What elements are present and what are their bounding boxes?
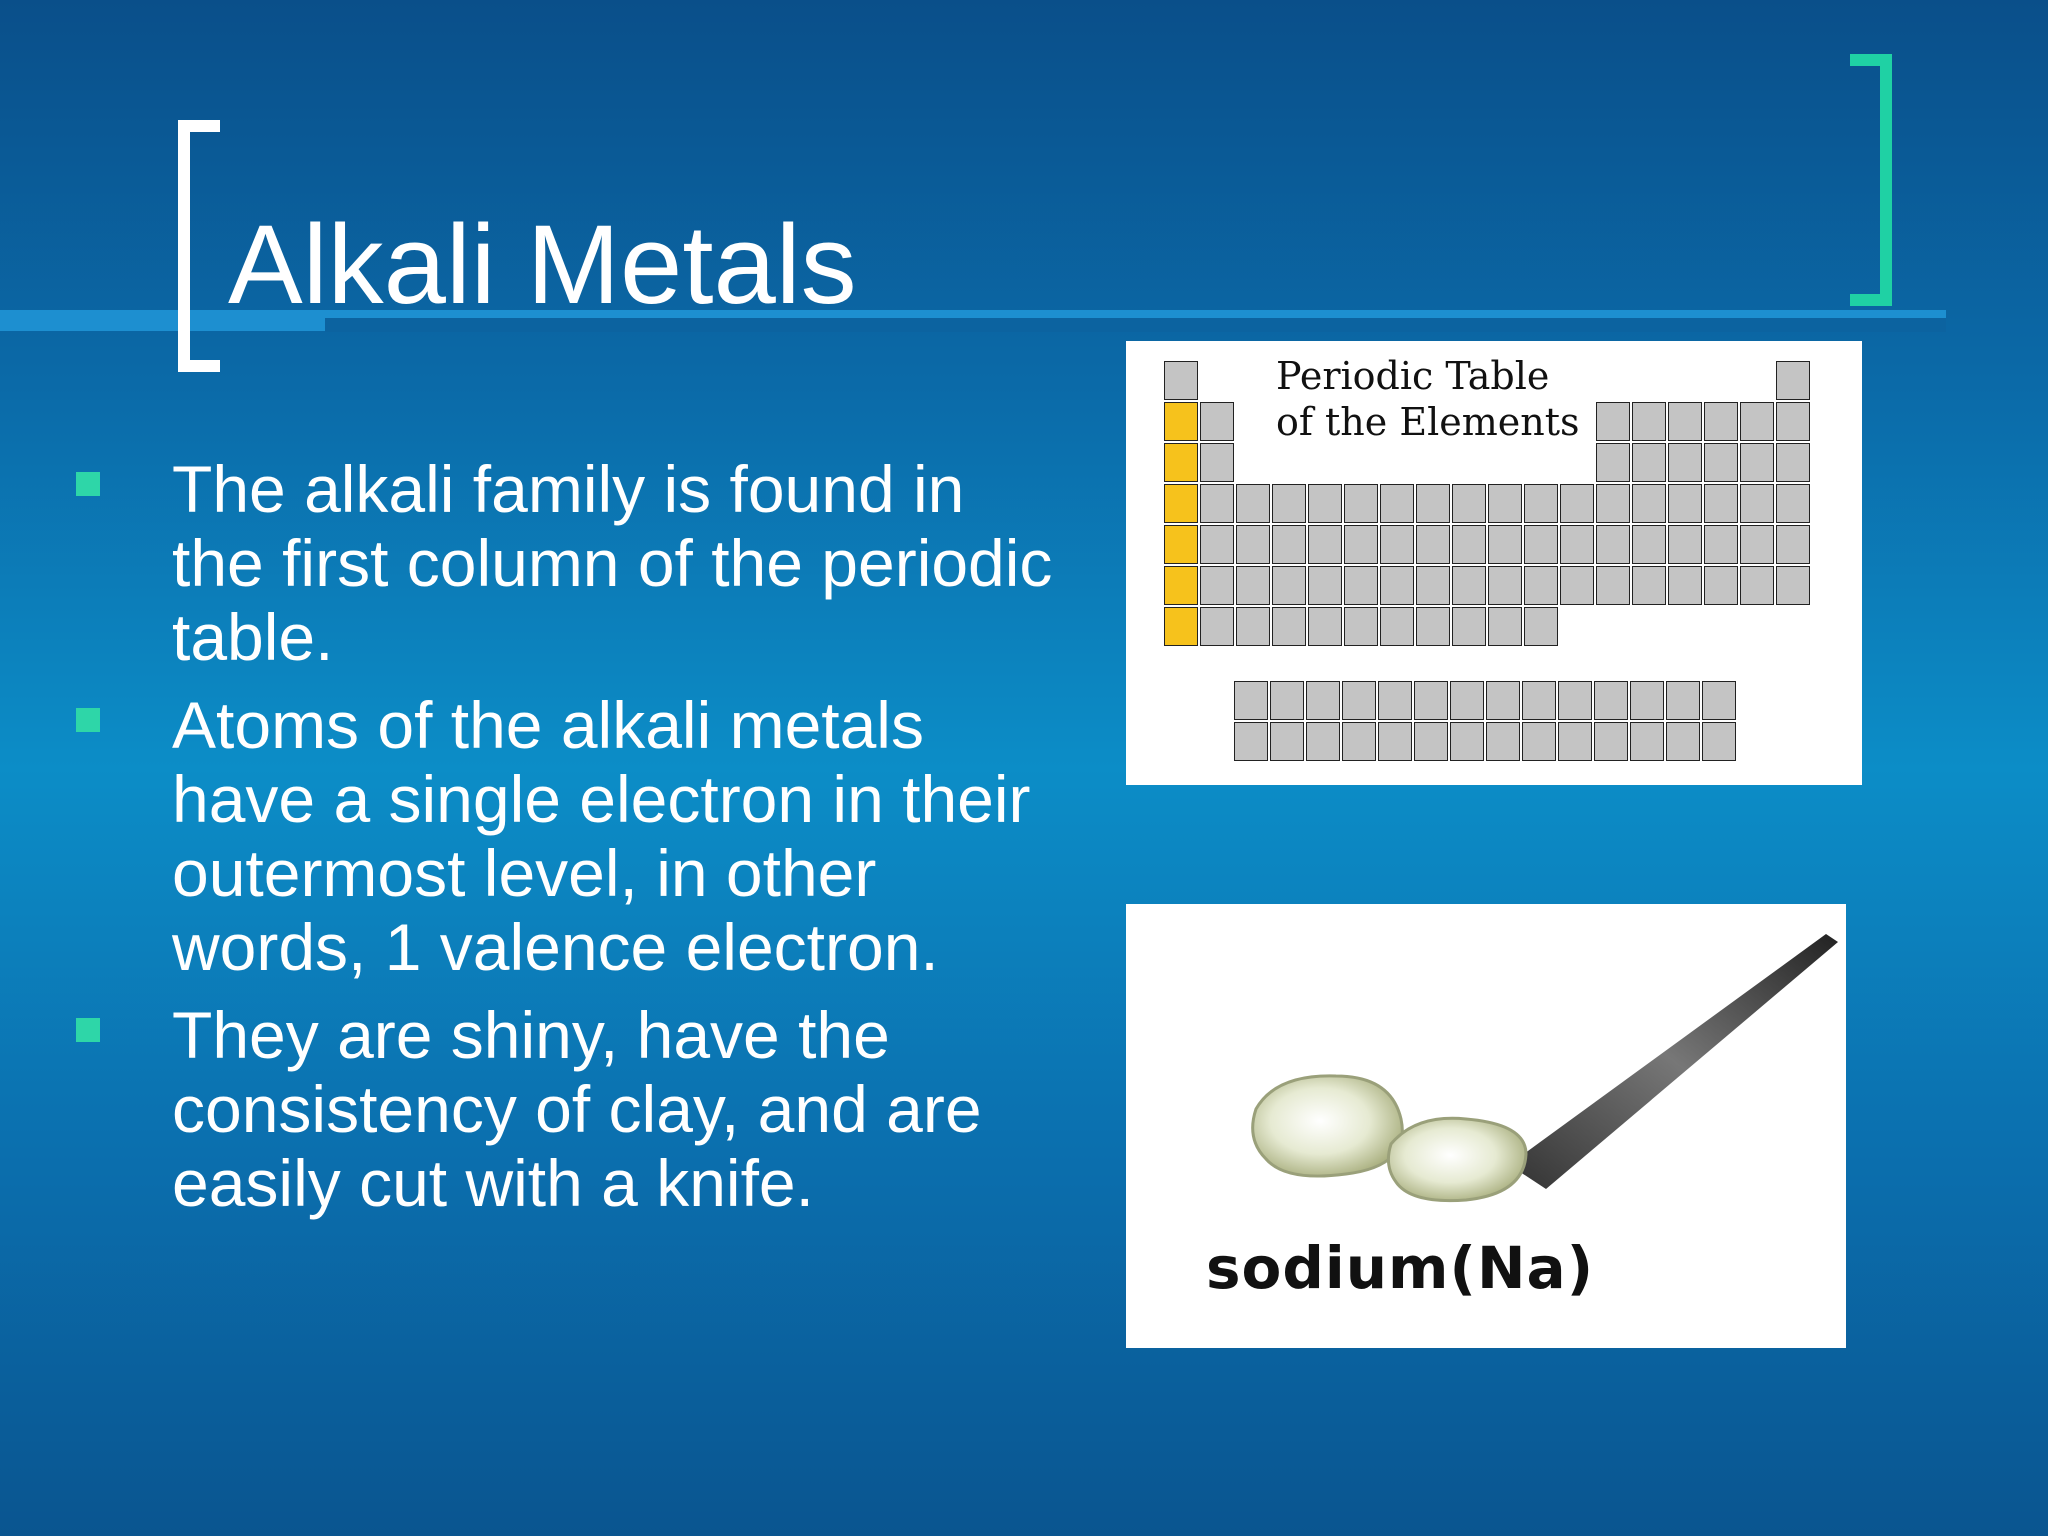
sodium-label: sodium(Na) [1206,1234,1595,1302]
element-cell [1488,566,1522,605]
element-cell [1200,443,1234,482]
element-cell [1344,566,1378,605]
element-cell [1306,681,1340,720]
bullet-text: The alkali family is found in the first column of the periodic table. [172,452,1053,674]
element-cell [1200,607,1234,646]
element-cell [1704,443,1738,482]
element-cell [1704,484,1738,523]
element-cell [1414,722,1448,761]
element-cell [1272,484,1306,523]
element-cell [1740,402,1774,441]
element-cell [1740,443,1774,482]
element-cell [1632,525,1666,564]
bullet-item [72,998,1072,1220]
element-cell [1380,607,1414,646]
element-cell [1524,525,1558,564]
element-cell [1704,402,1738,441]
element-cell [1702,681,1736,720]
element-cell [1416,607,1450,646]
element-cell [1632,443,1666,482]
element-cell [1666,681,1700,720]
element-cell [1270,681,1304,720]
element-cell [1344,525,1378,564]
element-cell [1380,566,1414,605]
element-cell [1270,722,1304,761]
element-cell [1236,607,1270,646]
element-cell [1740,525,1774,564]
element-cell [1272,566,1306,605]
square-bullet-icon [76,708,100,732]
element-cell [1488,607,1522,646]
periodic-table-title-line1: Periodic Table [1276,354,1550,398]
element-cell [1776,566,1810,605]
element-cell [1200,566,1234,605]
alkali-cell [1164,566,1198,605]
element-cell [1668,443,1702,482]
element-cell [1740,566,1774,605]
bullet-item [72,452,1072,674]
square-bullet-icon [76,1018,100,1042]
element-cell [1234,722,1268,761]
element-cell [1200,484,1234,523]
element-cell [1380,525,1414,564]
element-cell [1704,525,1738,564]
periodic-table-image [1126,341,1862,785]
alkali-cell [1164,484,1198,523]
element-cell [1666,722,1700,761]
element-cell [1306,722,1340,761]
bullet-text: Atoms of the alkali metals have a single electron in their outermost level, in other words, 1 valence electron. [172,688,1031,984]
sodium-image [1126,904,1846,1348]
element-cell [1486,681,1520,720]
slide-title: Alkali Metals [228,202,857,327]
element-cell [1308,607,1342,646]
bullet-list [72,452,1072,1234]
element-cell [1560,484,1594,523]
element-cell [1524,484,1558,523]
element-cell [1704,566,1738,605]
alkali-cell [1164,525,1198,564]
element-cell [1414,681,1448,720]
right-bracket-decoration [1850,54,1892,306]
element-cell [1524,607,1558,646]
element-cell [1632,484,1666,523]
element-cell [1740,484,1774,523]
element-cell [1486,722,1520,761]
element-cell [1308,525,1342,564]
element-cell [1560,566,1594,605]
element-cell [1452,525,1486,564]
alkali-cell [1164,402,1198,441]
alkali-cell [1164,443,1198,482]
element-cell [1630,681,1664,720]
periodic-table-title-line2: of the Elements [1276,400,1580,444]
element-cell [1450,681,1484,720]
sodium-lump-small [1388,1118,1526,1200]
element-cell [1668,525,1702,564]
element-cell [1452,566,1486,605]
element-cell [1630,722,1664,761]
element-cell [1594,681,1628,720]
element-cell [1522,722,1556,761]
element-cell [1416,525,1450,564]
element-cell [1776,484,1810,523]
element-cell [1342,722,1376,761]
element-cell [1272,525,1306,564]
element-cell [1272,607,1306,646]
element-cell [1488,484,1522,523]
left-bracket-decoration [178,120,220,372]
element-cell [1596,566,1630,605]
element-cell [1378,681,1412,720]
element-cell [1560,525,1594,564]
element-cell [1558,722,1592,761]
square-bullet-icon [76,472,100,496]
element-cell [1236,525,1270,564]
element-cell [1416,566,1450,605]
element-cell [1234,681,1268,720]
bullet-text: They are shiny, have the consistency of clay, and are easily cut with a knife. [172,998,982,1220]
element-cell [1702,722,1736,761]
element-cell [1596,525,1630,564]
element-cell [1668,566,1702,605]
element-cell [1776,525,1810,564]
element-cell [1380,484,1414,523]
element-cell [1596,402,1630,441]
element-cell [1200,525,1234,564]
element-cell [1342,681,1376,720]
element-cell [1632,566,1666,605]
element-cell [1668,484,1702,523]
element-cell [1452,484,1486,523]
element-cell [1522,681,1556,720]
element-cell [1488,525,1522,564]
element-cell [1344,607,1378,646]
element-cell [1164,361,1198,400]
bullet-item [72,688,1072,984]
element-cell [1236,566,1270,605]
element-cell [1776,361,1810,400]
element-cell [1524,566,1558,605]
element-cell [1558,681,1592,720]
element-cell [1200,402,1234,441]
element-cell [1236,484,1270,523]
element-cell [1344,484,1378,523]
element-cell [1776,402,1810,441]
element-cell [1452,607,1486,646]
element-cell [1308,484,1342,523]
element-cell [1776,443,1810,482]
element-cell [1632,402,1666,441]
element-cell [1668,402,1702,441]
periodic-table-title [1276,353,1579,445]
element-cell [1596,484,1630,523]
sodium-lump-large [1253,1076,1403,1176]
element-cell [1596,443,1630,482]
knife-blade [1511,934,1838,1189]
element-cell [1450,722,1484,761]
element-cell [1594,722,1628,761]
element-cell [1416,484,1450,523]
element-cell [1378,722,1412,761]
element-cell [1308,566,1342,605]
alkali-cell [1164,607,1198,646]
